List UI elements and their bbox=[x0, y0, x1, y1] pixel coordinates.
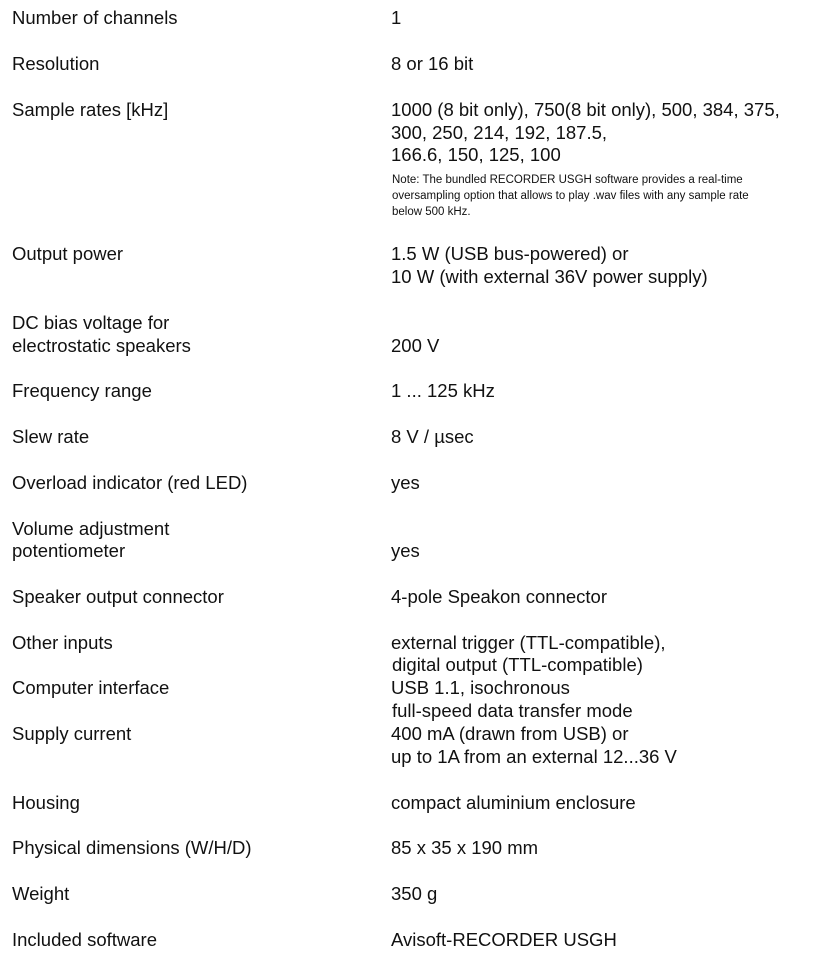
spec-label: Slew rate bbox=[12, 426, 90, 447]
spec-label: Sample rates [kHz] bbox=[12, 99, 169, 120]
spec-label: Computer interface bbox=[12, 677, 170, 698]
spec-label: potentiometer bbox=[12, 540, 126, 561]
spec-label: Overload indicator (red LED) bbox=[12, 472, 248, 493]
spec-value: 85 x 35 x 190 mm bbox=[391, 837, 539, 858]
spec-label: electrostatic speakers bbox=[12, 335, 191, 356]
spec-label: Supply current bbox=[12, 723, 132, 744]
spec-label: Other inputs bbox=[12, 632, 113, 653]
spec-label: DC bias voltage for bbox=[12, 312, 170, 333]
spec-value: 10 W (with external 36V power supply) bbox=[391, 266, 708, 287]
spec-label: Speaker output connector bbox=[12, 586, 224, 607]
spec-value: compact aluminium enclosure bbox=[391, 792, 636, 813]
spec-value: up to 1A from an external 12...36 V bbox=[391, 746, 677, 767]
spec-label: Volume adjustment bbox=[12, 518, 170, 539]
spec-label: Included software bbox=[12, 929, 158, 950]
spec-label: Frequency range bbox=[12, 380, 152, 401]
spec-value: 1000 (8 bit only), 750(8 bit only), 500, 384, 375, bbox=[391, 99, 780, 120]
spec-label: Housing bbox=[12, 792, 80, 813]
spec-note: Note: The bundled RECORDER USGH software provides a real-time bbox=[392, 174, 743, 186]
spec-value: 300, 250, 214, 192, 187.5, bbox=[391, 122, 608, 143]
spec-value: full-speed data transfer mode bbox=[392, 700, 633, 721]
spec-note: oversampling option that allows to play .wav files with any sample rate bbox=[392, 190, 749, 202]
spec-value: 8 or 16 bit bbox=[391, 53, 474, 74]
spec-value: 1 ... 125 kHz bbox=[391, 380, 495, 401]
spec-label: Number of channels bbox=[12, 7, 178, 28]
spec-value: 8 V / µsec bbox=[391, 426, 474, 447]
spec-label: Output power bbox=[12, 243, 124, 264]
spec-value: yes bbox=[391, 540, 420, 561]
spec-label: Physical dimensions (W/H/D) bbox=[12, 837, 252, 858]
spec-value: 1 bbox=[391, 7, 402, 28]
spec-value: 200 V bbox=[391, 335, 440, 356]
spec-value: yes bbox=[391, 472, 420, 493]
spec-value: 4-pole Speakon connector bbox=[391, 586, 607, 607]
spec-value: 166.6, 150, 125, 100 bbox=[391, 144, 561, 165]
spec-label: Weight bbox=[12, 883, 70, 904]
spec-value: 400 mA (drawn from USB) or bbox=[391, 723, 629, 744]
spec-value: Avisoft-RECORDER USGH bbox=[391, 929, 617, 950]
spec-value: USB 1.1, isochronous bbox=[391, 677, 570, 698]
spec-note: below 500 kHz. bbox=[392, 206, 471, 218]
spec-value: 1.5 W (USB bus-powered) or bbox=[391, 243, 629, 264]
spec-value: digital output (TTL-compatible) bbox=[392, 654, 643, 675]
spec-label: Resolution bbox=[12, 53, 100, 74]
spec-value: 350 g bbox=[391, 883, 438, 904]
spec-value: external trigger (TTL-compatible), bbox=[391, 632, 666, 653]
